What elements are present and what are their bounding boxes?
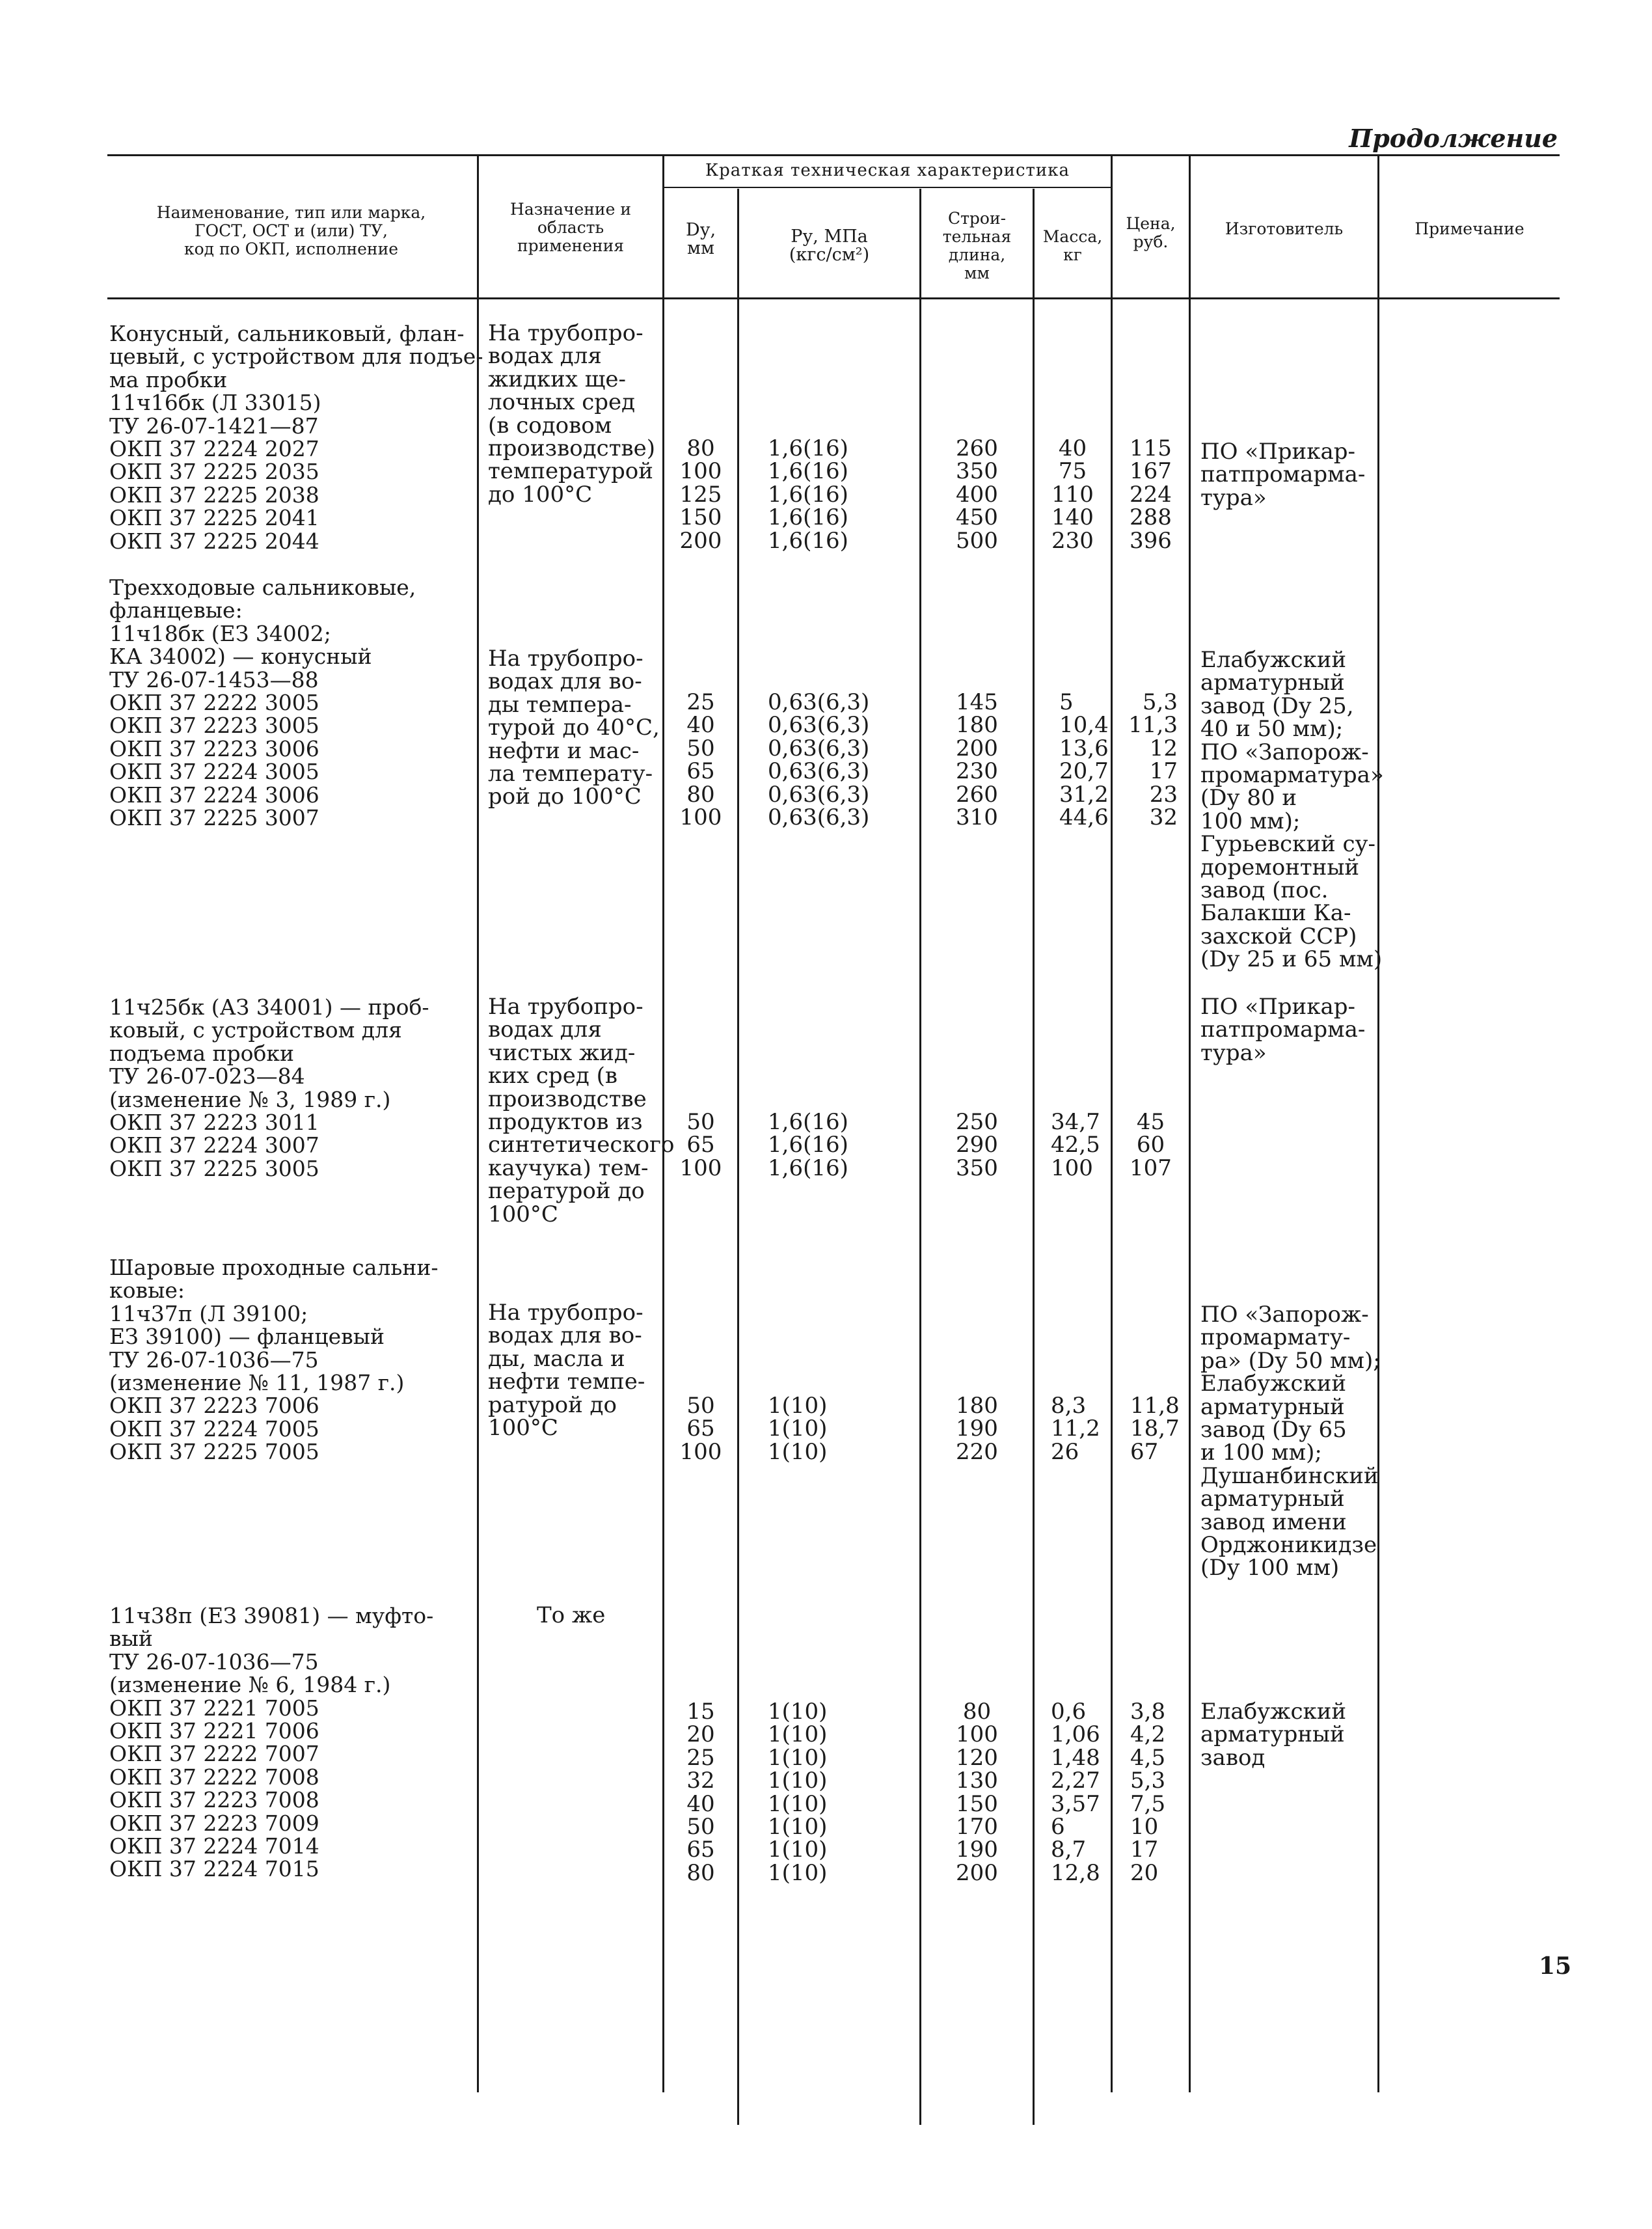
header-name: Наименование, тип или марка, ГОСТ, ОСТ и (или) ТУ, код по ОКП, исполнение (156, 203, 426, 258)
row4-length: 180 190 220 (956, 1393, 998, 1465)
row5-price: 3,8 4,2 4,5 5,3 7,5 10 17 20 (1130, 1699, 1166, 1886)
row2-dy: 25 40 50 65 80 100 (679, 689, 722, 831)
header-tech-group: Краткая техническая характеристика (705, 161, 1070, 180)
row1-mass: 40 75 110 140 230 (1051, 435, 1094, 554)
row3-py: 1,6(16) 1,6(16) 1,6(16) (768, 1109, 848, 1181)
row5-maker: Елабужский арматурный завод (1200, 1699, 1347, 1771)
row4-name: Шаровые проходные сальни- ковые: 11ч37п (Л 39100; ЕЗ 39100) — фланцевый ТУ 26-07-1036—75 (изменение № 11, 1987 г.) ОКП 37 2223 7006 ОКП 37 2224 7005 ОКП 37 2225 7005 (109, 1255, 439, 1465)
row4-mass: 8,3 11,2 26 (1051, 1393, 1100, 1465)
header-dy: Dу, мм (685, 220, 716, 258)
header-maker: Изготовитель (1225, 219, 1344, 238)
header-price: Цена, руб. (1126, 214, 1176, 251)
header-note: Примечание (1415, 219, 1524, 238)
row2-length: 145 180 200 230 260 310 (956, 689, 998, 831)
row1-maker: ПО «Прикар- патпромарма- тура» (1200, 439, 1366, 511)
row5-name: 11ч38п (ЕЗ 39081) — муфто- вый ТУ 26-07-1036—75 (изменение № 6, 1984 г.) ОКП 37 2221 7005 ОКП 37 2221 7006 ОКП 37 2222 7007 ОКП 37 2222 7008 ОКП 37 2223 7008 ОКП 37 2223 7009 ОКП 37 2224 7014 ОКП 37 2224 7015 (109, 1603, 434, 1882)
header-bottom-rule (107, 297, 1560, 299)
row4-purpose: На трубопро- водах для во- ды, масла и нефти темпе- ратурой до 100°С (488, 1300, 645, 1442)
row1-name: Конусный, сальниковый, флан- цевый, с устройством для подъе- ма пробки 11ч16бк (Л 33015) ТУ 26-07-1421—87 ОКП 37 2224 2027 ОКП 37 2225 2035 ОКП 37 2225 2038 ОКП 37 2225 2041 ОКП 37 2225 2044 (109, 321, 483, 554)
row2-maker: Елабужский арматурный завод (Dу 25, 40 и 50 мм); ПО «Запорож- промарматура» (Dу 80 и 100 мм); Гурьевский су- доремонтный завод (пос. Балакши Ка- захской ССР) (Dу 25 и 65 мм) (1200, 647, 1384, 973)
page-number: 15 (1539, 1952, 1572, 1980)
row1-dy: 80 100 125 150 200 (679, 435, 722, 554)
row3-purpose: На трубопро- водах для чистых жид- ких сред (в производстве продуктов из синтетического каучука) тем- пературой до 100°С (488, 994, 675, 1227)
row1-purpose: На трубопро- водах для жидких ще- лочных сред (в содовом производстве) температурой до 100°С (488, 320, 656, 508)
col-divider-dy (737, 189, 739, 2125)
row3-price: 45 60 107 (1130, 1109, 1172, 1181)
row2-price: 5,3 11,3 12 17 23 32 (1128, 689, 1178, 831)
header-length: Строи- тельная длина, мм (942, 209, 1012, 282)
continuation-label: Продолжение (1349, 124, 1558, 153)
row4-price: 11,8 18,7 67 (1130, 1393, 1180, 1465)
col-divider-price (1189, 156, 1191, 2092)
row4-py: 1(10) 1(10) 1(10) (768, 1393, 828, 1465)
row3-dy: 50 65 100 (679, 1109, 722, 1181)
header-purpose: Назначение и область применения (510, 200, 631, 255)
row5-length: 80 100 120 130 150 170 190 200 (956, 1699, 998, 1886)
row1-length: 260 350 400 450 500 (956, 435, 998, 554)
row3-length: 250 290 350 (956, 1109, 998, 1181)
row2-name: Трехходовые сальниковые, фланцевые: 11ч18бк (ЕЗ 34002; КА 34002) — конусный ТУ 26-07-1453—88 ОКП 37 2222 3005 ОКП 37 2223 3005 ОКП 37 2223 3006 ОКП 37 2224 3005 ОКП 37 2224 3006 ОКП 37 2225 3007 (109, 575, 416, 831)
header-py: Pу, МПа (кгс/см²) (789, 226, 870, 265)
row5-dy: 15 20 25 32 40 50 65 80 (686, 1699, 715, 1886)
table-top-rule (107, 154, 1560, 156)
row1-py: 1,6(16) 1,6(16) 1,6(16) 1,6(16) 1,6(16) (768, 435, 848, 554)
row1-price: 115 167 224 288 396 (1130, 435, 1172, 554)
row3-name: 11ч25бк (АЗ 34001) — проб- ковый, с устройством для подъема пробки ТУ 26-07-023—84 (изменение № 3, 1989 г.) ОКП 37 2223 3011 ОКП 37 2224 3007 ОКП 37 2225 3005 (109, 994, 429, 1181)
row3-mass: 34,7 42,5 100 (1051, 1109, 1100, 1181)
row2-purpose: На трубопро- водах для во- ды темпера- турой до 40°С, нефти и мас- ла температу- рой до 100°С (488, 646, 660, 810)
row5-purpose: То же (537, 1602, 606, 1628)
row3-maker: ПО «Прикар- патпромарма- тура» (1200, 994, 1366, 1066)
row5-py: 1(10) 1(10) 1(10) 1(10) 1(10) 1(10) 1(10) 1(10) (768, 1699, 828, 1886)
header-mass: Масса, кг (1042, 227, 1103, 264)
row4-dy: 50 65 100 (679, 1393, 722, 1465)
row4-maker: ПО «Запорож- промармату- ра» (Dу 50 мм); Елабужский арматурный завод (Dу 65 и 100 мм); Душанбинский арматурный завод имени Орджоникидзе (Dу 100 мм) (1200, 1302, 1381, 1581)
row2-py: 0,63(6,3) 0,63(6,3) 0,63(6,3) 0,63(6,3) 0,63(6,3) 0,63(6,3) (768, 689, 870, 831)
col-divider-maker (1377, 156, 1379, 2092)
row5-mass: 0,6 1,06 1,48 2,27 3,57 6 8,7 12,8 (1051, 1699, 1100, 1886)
row2-mass: 5 10,4 13,6 20,7 31,2 44,6 (1059, 689, 1109, 831)
tech-group-rule (664, 187, 1113, 188)
